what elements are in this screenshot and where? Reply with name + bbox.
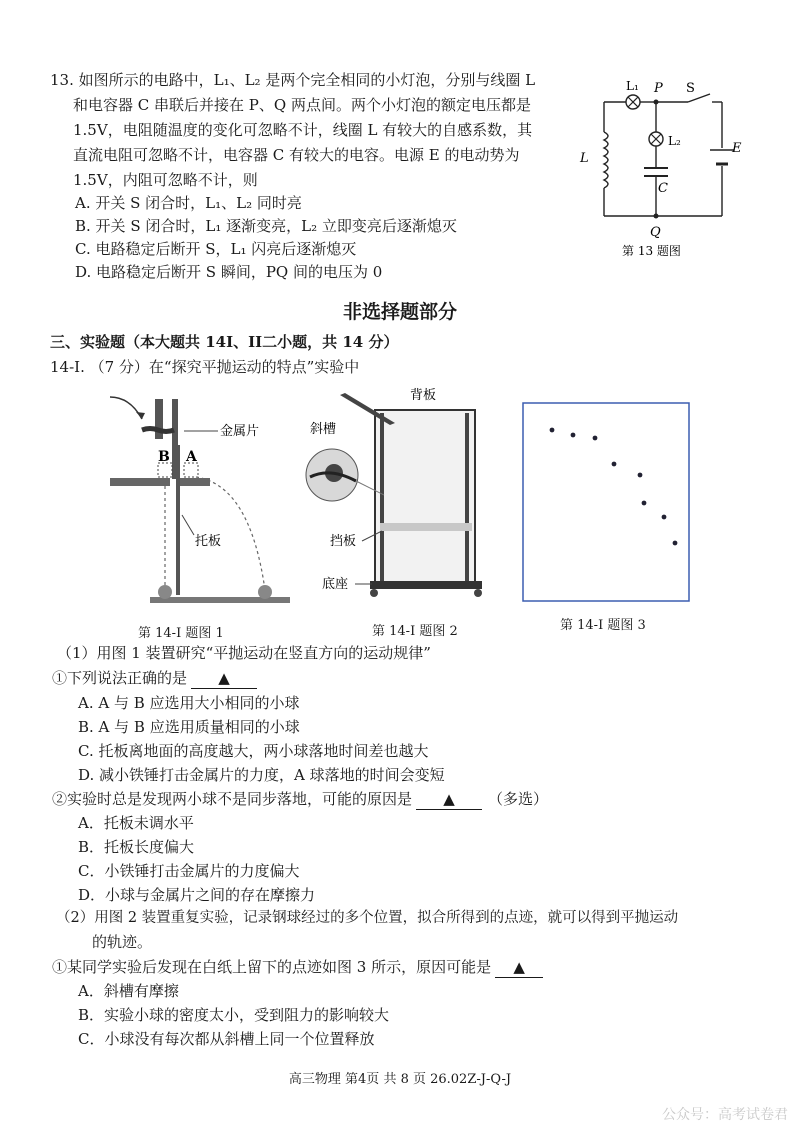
part1-q2: ②实验时总是发现两小球不是同步落地，可能的原因是 ▲ （多选） bbox=[52, 790, 549, 808]
fig1-apparatus bbox=[100, 385, 300, 610]
part1-heading: （1）用图 1 装置研究“平抛运动在竖直方向的运动规律” bbox=[57, 644, 431, 662]
answer-blank: ▲ bbox=[191, 668, 257, 689]
part2-q1-option-a: A．斜槽有摩擦 bbox=[78, 982, 179, 1000]
part1-q1: ①下列说法正确的是 ▲ bbox=[52, 668, 257, 689]
q13-circuit-diagram bbox=[570, 70, 750, 270]
fig2-label-slope: 斜槽 bbox=[310, 422, 337, 437]
watermark: 公众号：高考试卷君 bbox=[662, 1107, 788, 1123]
fig3-dot-trace bbox=[522, 402, 690, 602]
answer-blank: ▲ bbox=[495, 957, 543, 978]
label-S: S bbox=[686, 81, 695, 96]
q13-option-b: B. 开关 S 闭合时，L₁ 逐渐变亮，L₂ 立即变亮后逐渐熄灭 bbox=[75, 217, 457, 235]
fig1-label-b: B bbox=[158, 449, 170, 465]
part2-heading-line-1: （2）用图 2 装置重复实验，记录钢球经过的多个位置，拟合所得到的点迹，就可以得到平抛运动 bbox=[56, 910, 679, 926]
fig2-apparatus bbox=[300, 385, 500, 610]
part1-q1-option-a: A. A 与 B 应选用大小相同的小球 bbox=[78, 694, 300, 712]
part1-q1-option-d: D. 减小铁锤打击金属片的力度，A 球落地的时间会变短 bbox=[78, 766, 445, 784]
answer-blank: ▲ bbox=[416, 789, 482, 810]
fig2-label-back: 背板 bbox=[410, 388, 437, 403]
q13-option-a: A. 开关 S 闭合时，L₁、L₂ 同时亮 bbox=[75, 194, 302, 212]
fig2-label-stop: 挡板 bbox=[330, 534, 357, 549]
part1-q1-option-b: B. A 与 B 应选用质量相同的小球 bbox=[78, 718, 300, 736]
label-L: L bbox=[580, 151, 589, 166]
q13-option-c: C. 电路稳定后断开 S，L₁ 闪亮后逐渐熄灭 bbox=[75, 240, 357, 258]
q13-text-line-1: 13. 如图所示的电路中，L₁、L₂ 是两个完全相同的小灯泡，分别与线圈 L bbox=[50, 71, 536, 89]
fig1-label-metal: 金属片 bbox=[220, 424, 260, 439]
fig3-caption: 第 14-I 题图 3 bbox=[560, 618, 646, 633]
part1-q2-option-d: D．小球与金属片之间的存在摩擦力 bbox=[78, 886, 316, 904]
q13-text-line-3: 1.5V，电阻随温度的变化可忽略不计，线圈 L 有较大的自感系数，其 bbox=[73, 121, 533, 139]
q13-text-line-2: 和电容器 C 串联后并接在 P、Q 两点间。两个小灯泡的额定电压都是 bbox=[73, 96, 531, 114]
part3-heading: 三、实验题（本大题共 14I、II二小题，共 14 分） bbox=[50, 333, 399, 351]
label-P: P bbox=[654, 81, 663, 96]
q14-intro: 14-I. （7 分）在“探究平抛运动的特点”实验中 bbox=[50, 358, 360, 376]
part2-q1-option-c: C．小球没有每次都从斜槽上同一个位置释放 bbox=[78, 1030, 375, 1048]
section-title: 非选择题部分 bbox=[342, 301, 457, 323]
q13-option-d: D. 电路稳定后断开 S 瞬间，PQ 间的电压为 0 bbox=[75, 263, 383, 281]
fig2-caption: 第 14-I 题图 2 bbox=[372, 624, 458, 639]
fig2-label-base: 底座 bbox=[322, 577, 349, 592]
q13-text-line-4: 直流电阻可忽略不计，电容器 C 有较大的电容。电源 E 的电动势为 bbox=[73, 146, 520, 164]
label-Q: Q bbox=[650, 225, 661, 240]
part1-q1-option-c: C. 托板离地面的高度越大，两小球落地时间差也越大 bbox=[78, 742, 429, 760]
fig1-label-a: A bbox=[186, 449, 197, 465]
part2-q1: ①某同学实验后发现在白纸上留下的点迹如图 3 所示，原因可能是 ▲ bbox=[52, 957, 543, 978]
q13-figure-caption: 第 13 题图 bbox=[622, 244, 681, 258]
page-footer: 高三物理 第4页 共 8 页 26.02Z-J-Q-J bbox=[288, 1072, 512, 1087]
fig1-caption: 第 14-I 题图 1 bbox=[138, 626, 224, 641]
part2-heading-line-2: 的轨迹。 bbox=[92, 933, 153, 951]
label-E: E bbox=[732, 141, 742, 156]
label-C: C bbox=[658, 181, 668, 196]
part1-q2-option-b: B．托板长度偏大 bbox=[78, 838, 195, 856]
label-L1: L₁ bbox=[626, 79, 639, 93]
label-L2: L₂ bbox=[668, 134, 681, 148]
part1-q2-option-a: A．托板未调水平 bbox=[78, 814, 194, 832]
part1-q2-option-c: C．小铁锤打击金属片的力度偏大 bbox=[78, 862, 300, 880]
q13-text-line-5: 1.5V，内阻可忽略不计，则 bbox=[73, 171, 258, 189]
part2-q1-option-b: B．实验小球的密度太小，受到阻力的影响较大 bbox=[78, 1006, 390, 1024]
fig1-label-tray: 托板 bbox=[195, 534, 222, 549]
